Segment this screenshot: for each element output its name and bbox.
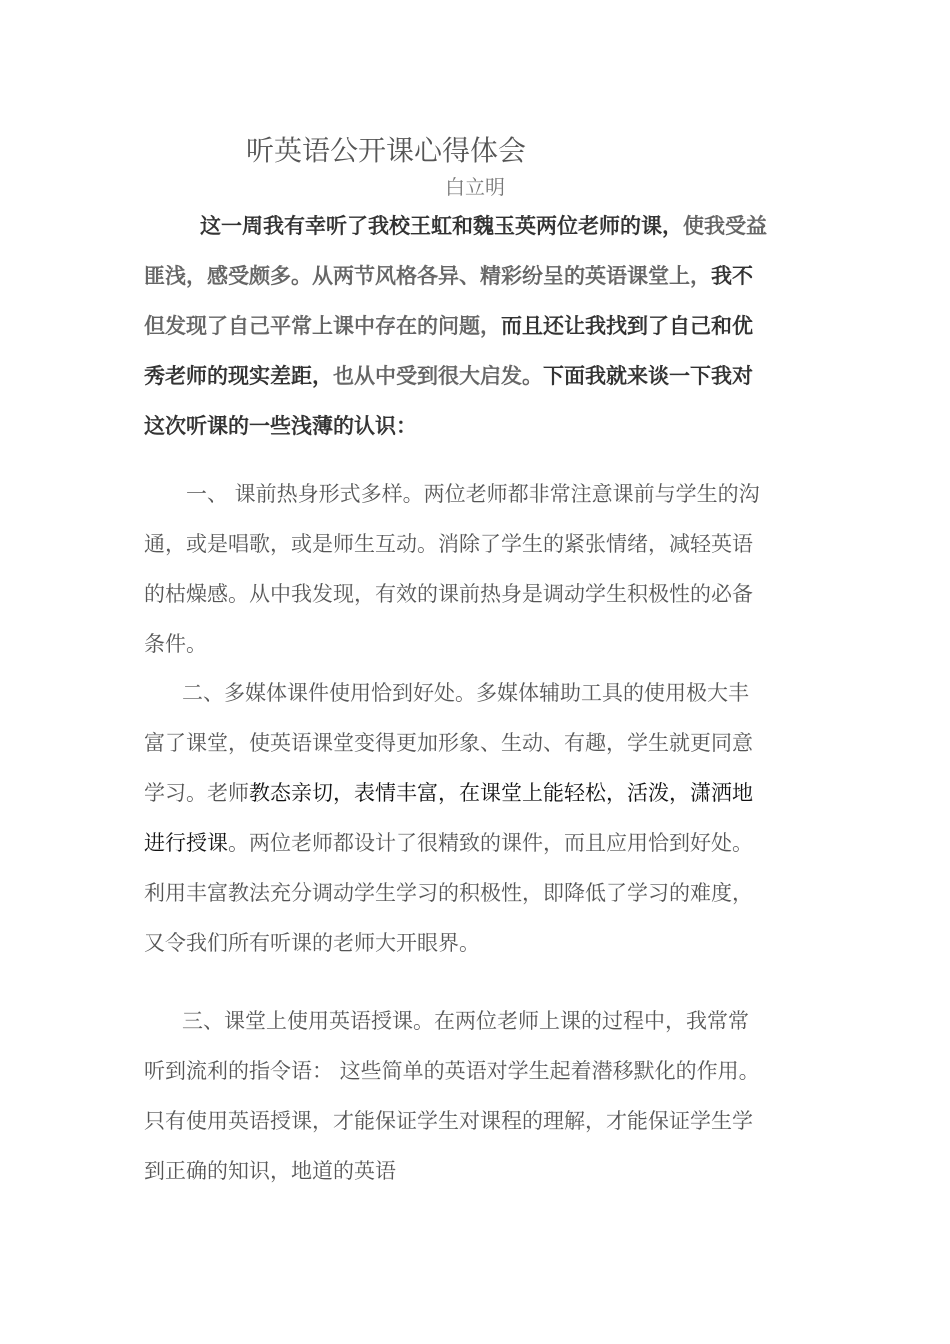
intro-line-5-text: 这次听课的一些浅薄的认识：: [144, 414, 417, 438]
intro-line-1-a: 这一周我有幸听了我校王虹和魏玉英两位老师的课，: [200, 214, 683, 238]
section2-line-3-b: 教态亲切，表情丰富，在课堂上能轻松，活泼，潇洒地: [249, 781, 753, 805]
section3-line-2: 听到流利的指令语： 这些简单的英语对学生起着潜移默化的作用。: [144, 1059, 760, 1083]
intro-line-3-a: 但发现了自己平常上课中存在的问题，: [144, 314, 501, 338]
section1-line-3: 的枯燥感。从中我发现，有效的课前热身是调动学生积极性的必备: [144, 582, 753, 606]
section1-line-2: 通，或是唱歌，或是师生互动。消除了学生的紧张情绪，减轻英语: [144, 532, 753, 556]
section2-line-4: [144, 828, 753, 858]
section3-line-1: 三、课堂上使用英语授课。在两位老师上课的过程中，我常常: [182, 1009, 749, 1033]
section2-line-5: 利用丰富教法充分调动学生学习的积极性，即降低了学习的难度，: [144, 881, 753, 905]
intro-line-4-c: 下面我就来谈一下我对: [543, 364, 753, 388]
intro-line-2-b: 我不: [711, 264, 753, 288]
document-title: 听英语公开课心得体会: [246, 134, 527, 167]
section3-line-4: 到正确的知识，地道的英语: [144, 1159, 396, 1183]
intro-line-2-a: 匪浅，感受颇多。从两节风格各异、精彩纷呈的英语课堂上，: [144, 264, 711, 288]
intro-line-4-a: 秀老师的现实差距，: [144, 364, 333, 388]
section2-line-3-a: 学习。老师: [144, 781, 249, 805]
section1-line-1: 一、 课前热身形式多样。两位老师都非常注意课前与学生的沟: [186, 482, 760, 506]
intro-line-4: [144, 361, 753, 391]
intro-line-1-b: 使我受益: [683, 214, 767, 238]
section2-line-1: 二、多媒体课件使用恰到好处。多媒体辅助工具的使用极大丰: [182, 681, 749, 705]
section2-line-4-a: 进行授课: [144, 831, 228, 855]
section2-line-4-b: 。两位老师都设计了很精致的课件，而且应用恰到好处。: [228, 831, 753, 855]
section2-line-3: [144, 778, 753, 808]
intro-line-5: [144, 411, 417, 441]
section2-line-6: 又令我们所有听课的老师大开眼界。: [144, 931, 480, 955]
intro-line-3-b: 而且还让我找到了自己和优: [501, 314, 753, 338]
intro-line-2: [144, 261, 753, 291]
intro-line-3: [144, 311, 753, 341]
document-author: 白立明: [445, 175, 505, 199]
section2-line-2: 富了课堂，使英语课堂变得更加形象、生动、有趣，学生就更同意: [144, 731, 753, 755]
intro-line-4-b: 也从中受到很大启发。: [333, 364, 543, 388]
intro-line-1: [200, 211, 767, 241]
section3-line-3: 只有使用英语授课，才能保证学生对课程的理解，才能保证学生学: [144, 1109, 753, 1133]
section1-line-4: 条件。: [144, 632, 207, 656]
